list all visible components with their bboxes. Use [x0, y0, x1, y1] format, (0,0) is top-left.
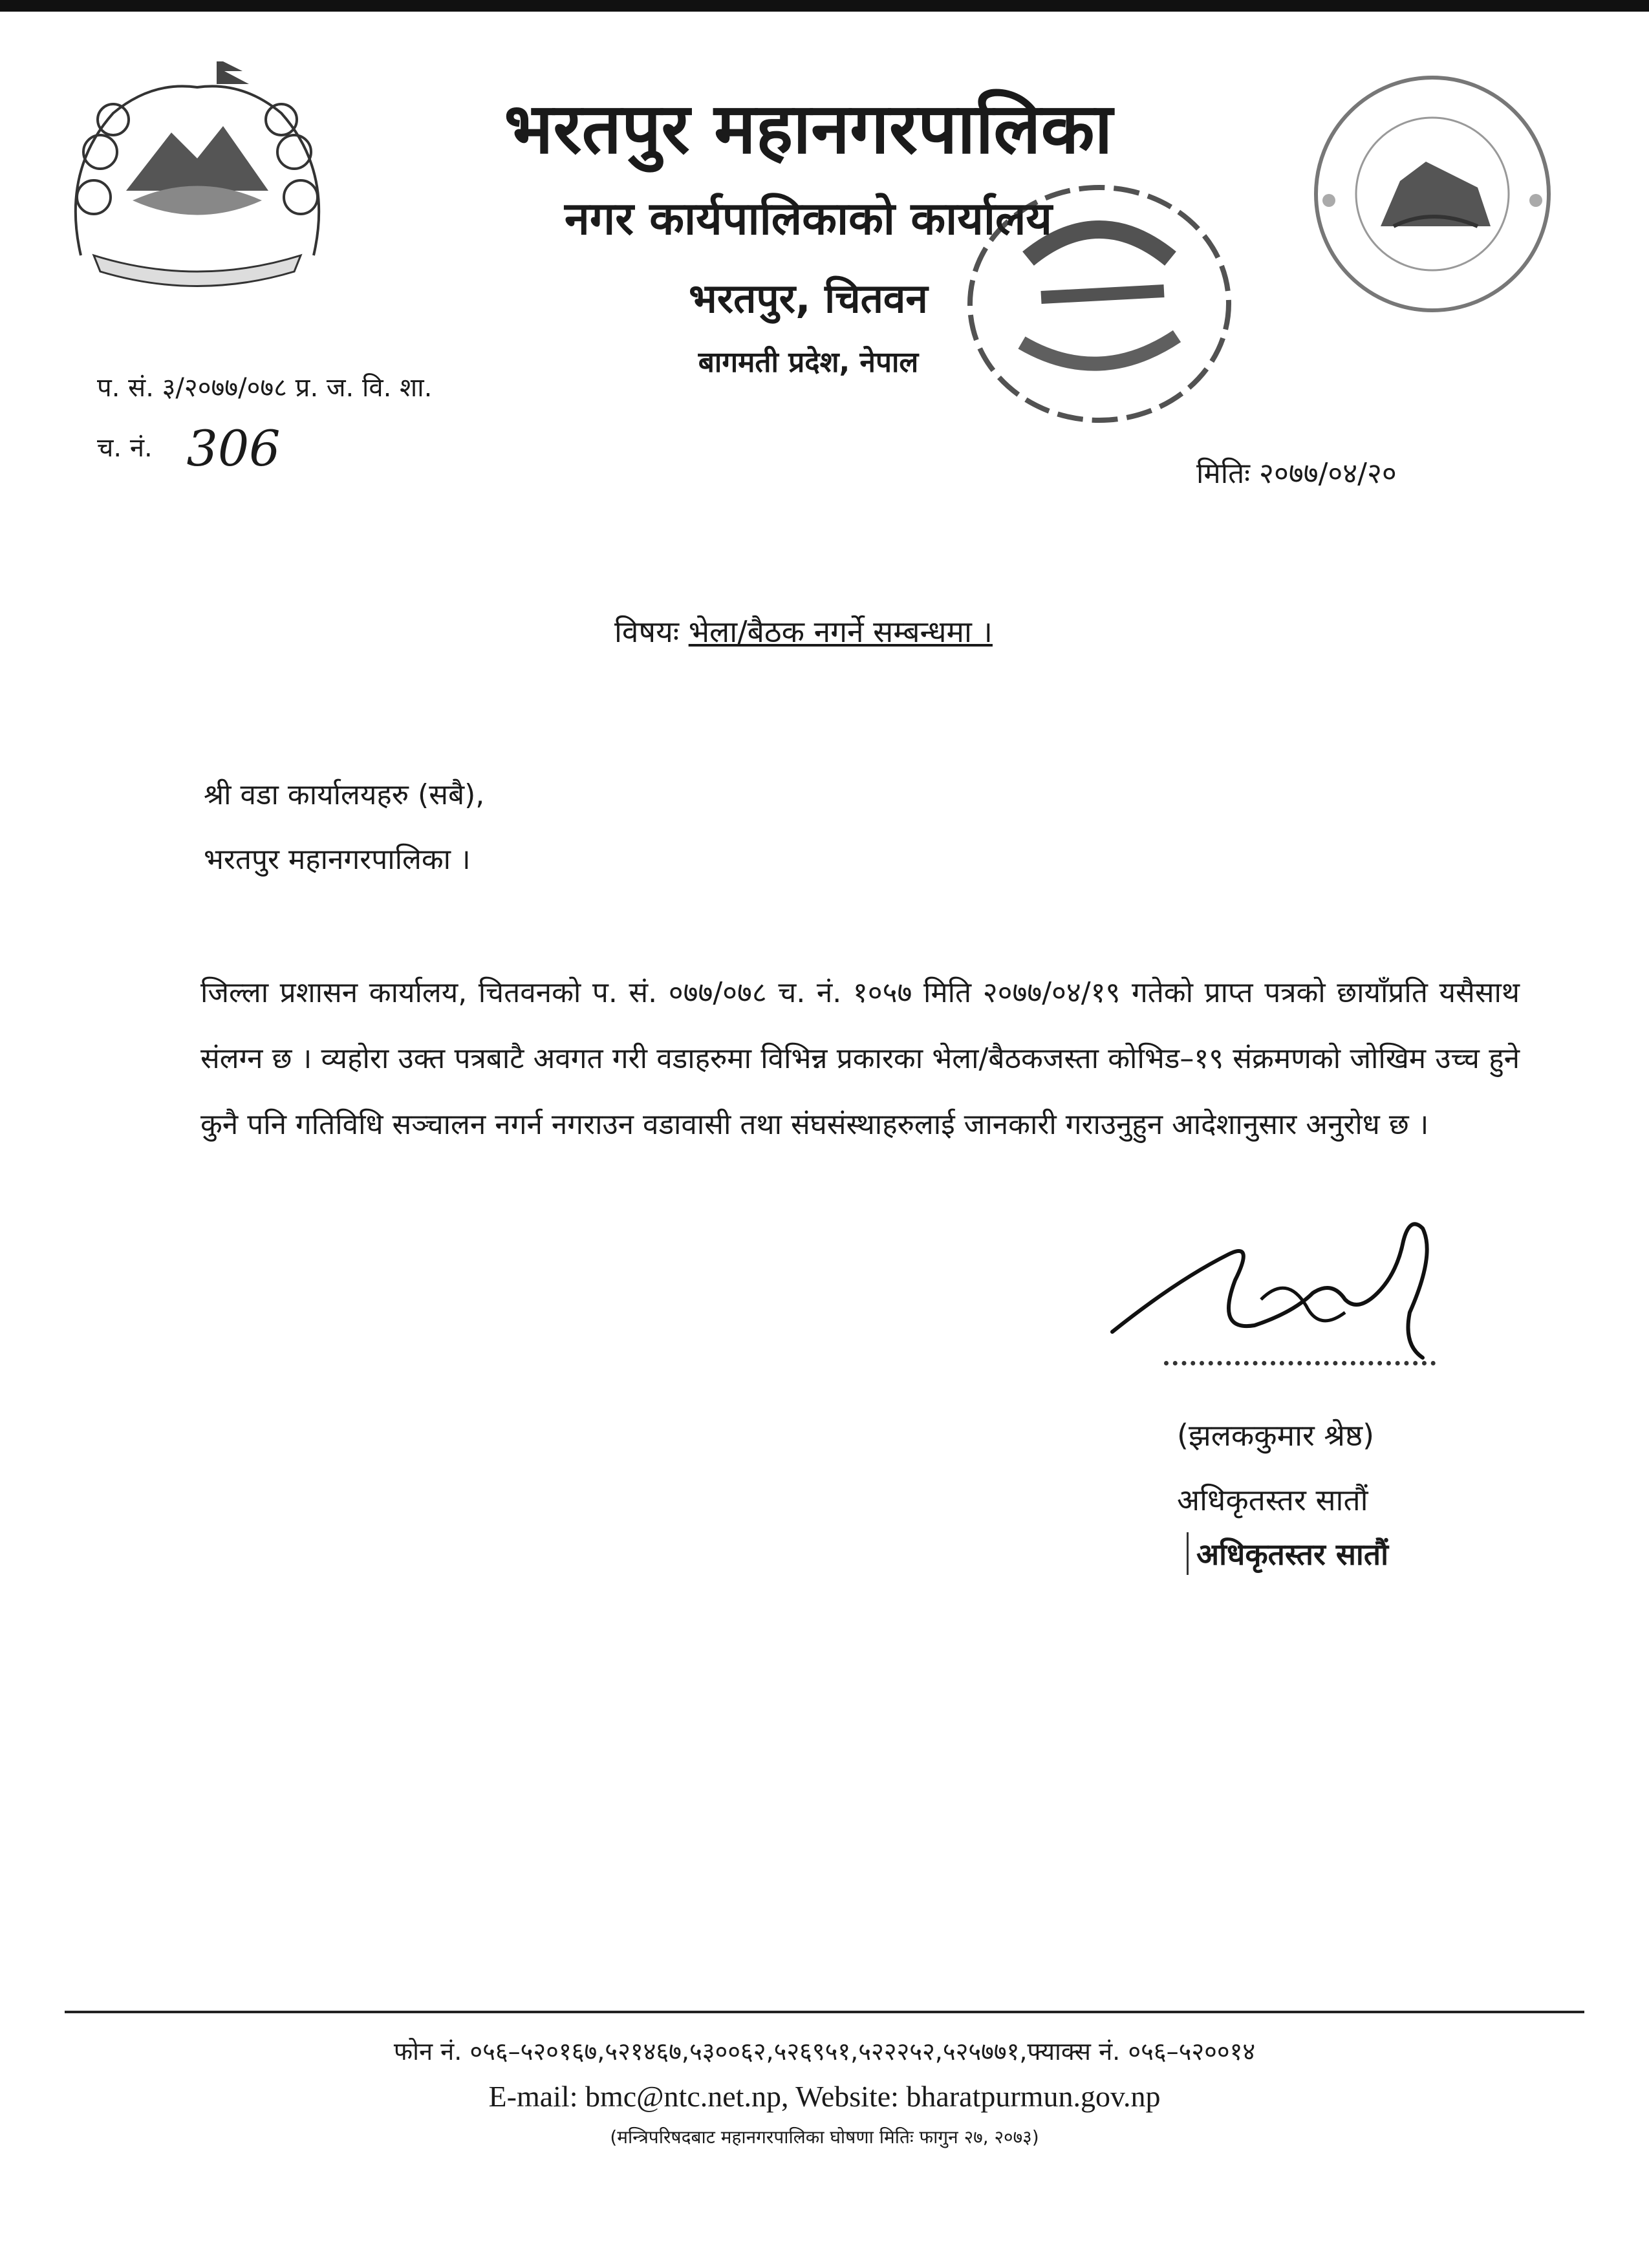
province-name: बागमती प्रदेश, नेपाल	[698, 346, 919, 379]
signatory-designation: अधिकृतस्तर सातौं	[1177, 1482, 1368, 1517]
signatory-name: (झलककुमार श्रेष्ठ)	[1177, 1418, 1375, 1453]
signatory-block	[1177, 1403, 1374, 1532]
patra-sankhya: प. सं. ३/२०७७/०७८ प्र. ज. वि. शा.	[97, 373, 433, 403]
signature-dotted-line	[1164, 1361, 1436, 1365]
footer-phone: फोन नं. ०५६–५२०१६७,५२१४६७,५३००६२,५२६९५१,५२२२५२,५२५७७१,फ्याक्स नं. ०५६–५२००१४	[393, 2037, 1256, 2066]
designation-stamp: अधिकृतस्तर सातौं	[1187, 1532, 1396, 1575]
reference-block	[97, 362, 433, 477]
footer-notice: (मन्त्रिपरिषदबाट महानगरपालिका घोषणा मितिः फागुन २७, २०७३)	[610, 2126, 1039, 2148]
handwritten-signature-icon	[1099, 1203, 1449, 1384]
bharatpur-metropolitan-logo-icon	[1303, 65, 1562, 323]
addressee-line-1: श्री वडा कार्यालयहरु (सबै),	[204, 778, 485, 811]
municipality-name: भरतपुर महानगरपालिका	[504, 89, 1113, 169]
subject-line	[614, 611, 993, 651]
chalani-number: 306	[186, 420, 281, 477]
addressee-block	[204, 763, 484, 892]
footer-rule	[65, 2011, 1584, 2013]
top-border-rule	[0, 0, 1649, 12]
addressee-line-2: भरतपुर महानगरपालिका ।	[204, 843, 471, 876]
letter-date: मितिः २०७७/०४/२०	[1196, 457, 1397, 490]
footer	[0, 2029, 1649, 2156]
subject-text: भेला/बैठक नगर्ने सम्बन्धमा ।	[688, 614, 993, 649]
subject-label: विषयः	[614, 614, 680, 649]
chalani-line	[97, 414, 432, 477]
nepal-national-emblem-icon	[55, 61, 339, 294]
office-location: भरतपुर, चितवन	[689, 275, 928, 322]
office-name: नगर कार्यपालिकाको कार्यालय	[564, 192, 1053, 245]
footer-email-website: E-mail: bmc@ntc.net.np, Website: bharatpurmun.gov.np	[488, 2080, 1161, 2113]
office-stamp-icon	[957, 175, 1242, 446]
chalani-label: च. नं.	[97, 433, 153, 463]
letter-body: जिल्ला प्रशासन कार्यालय, चितवनको प. सं. ०७७/०७८ च. नं. १०५७ मिति २०७७/०४/१९ गतेको प्राप्त पत्रको छायाँप्रति यसैसाथ संलग्न छ । व्यहोरा उक्त पत्रबाटै अवगत गरी वडाहरुमा विभिन्न प्रकारका भेला/बैठकजस्ता कोभिड–१९ संक्रमणको जोखिम उच्च हुने कुनै पनि गतिविधि सञ्चालन नगर्न नगराउन वडावासी तथा संघसंस्थाहरुलाई जानकारी गराउनुहुन आदेशानुसार अनुरोध छ ।	[200, 976, 1520, 1141]
